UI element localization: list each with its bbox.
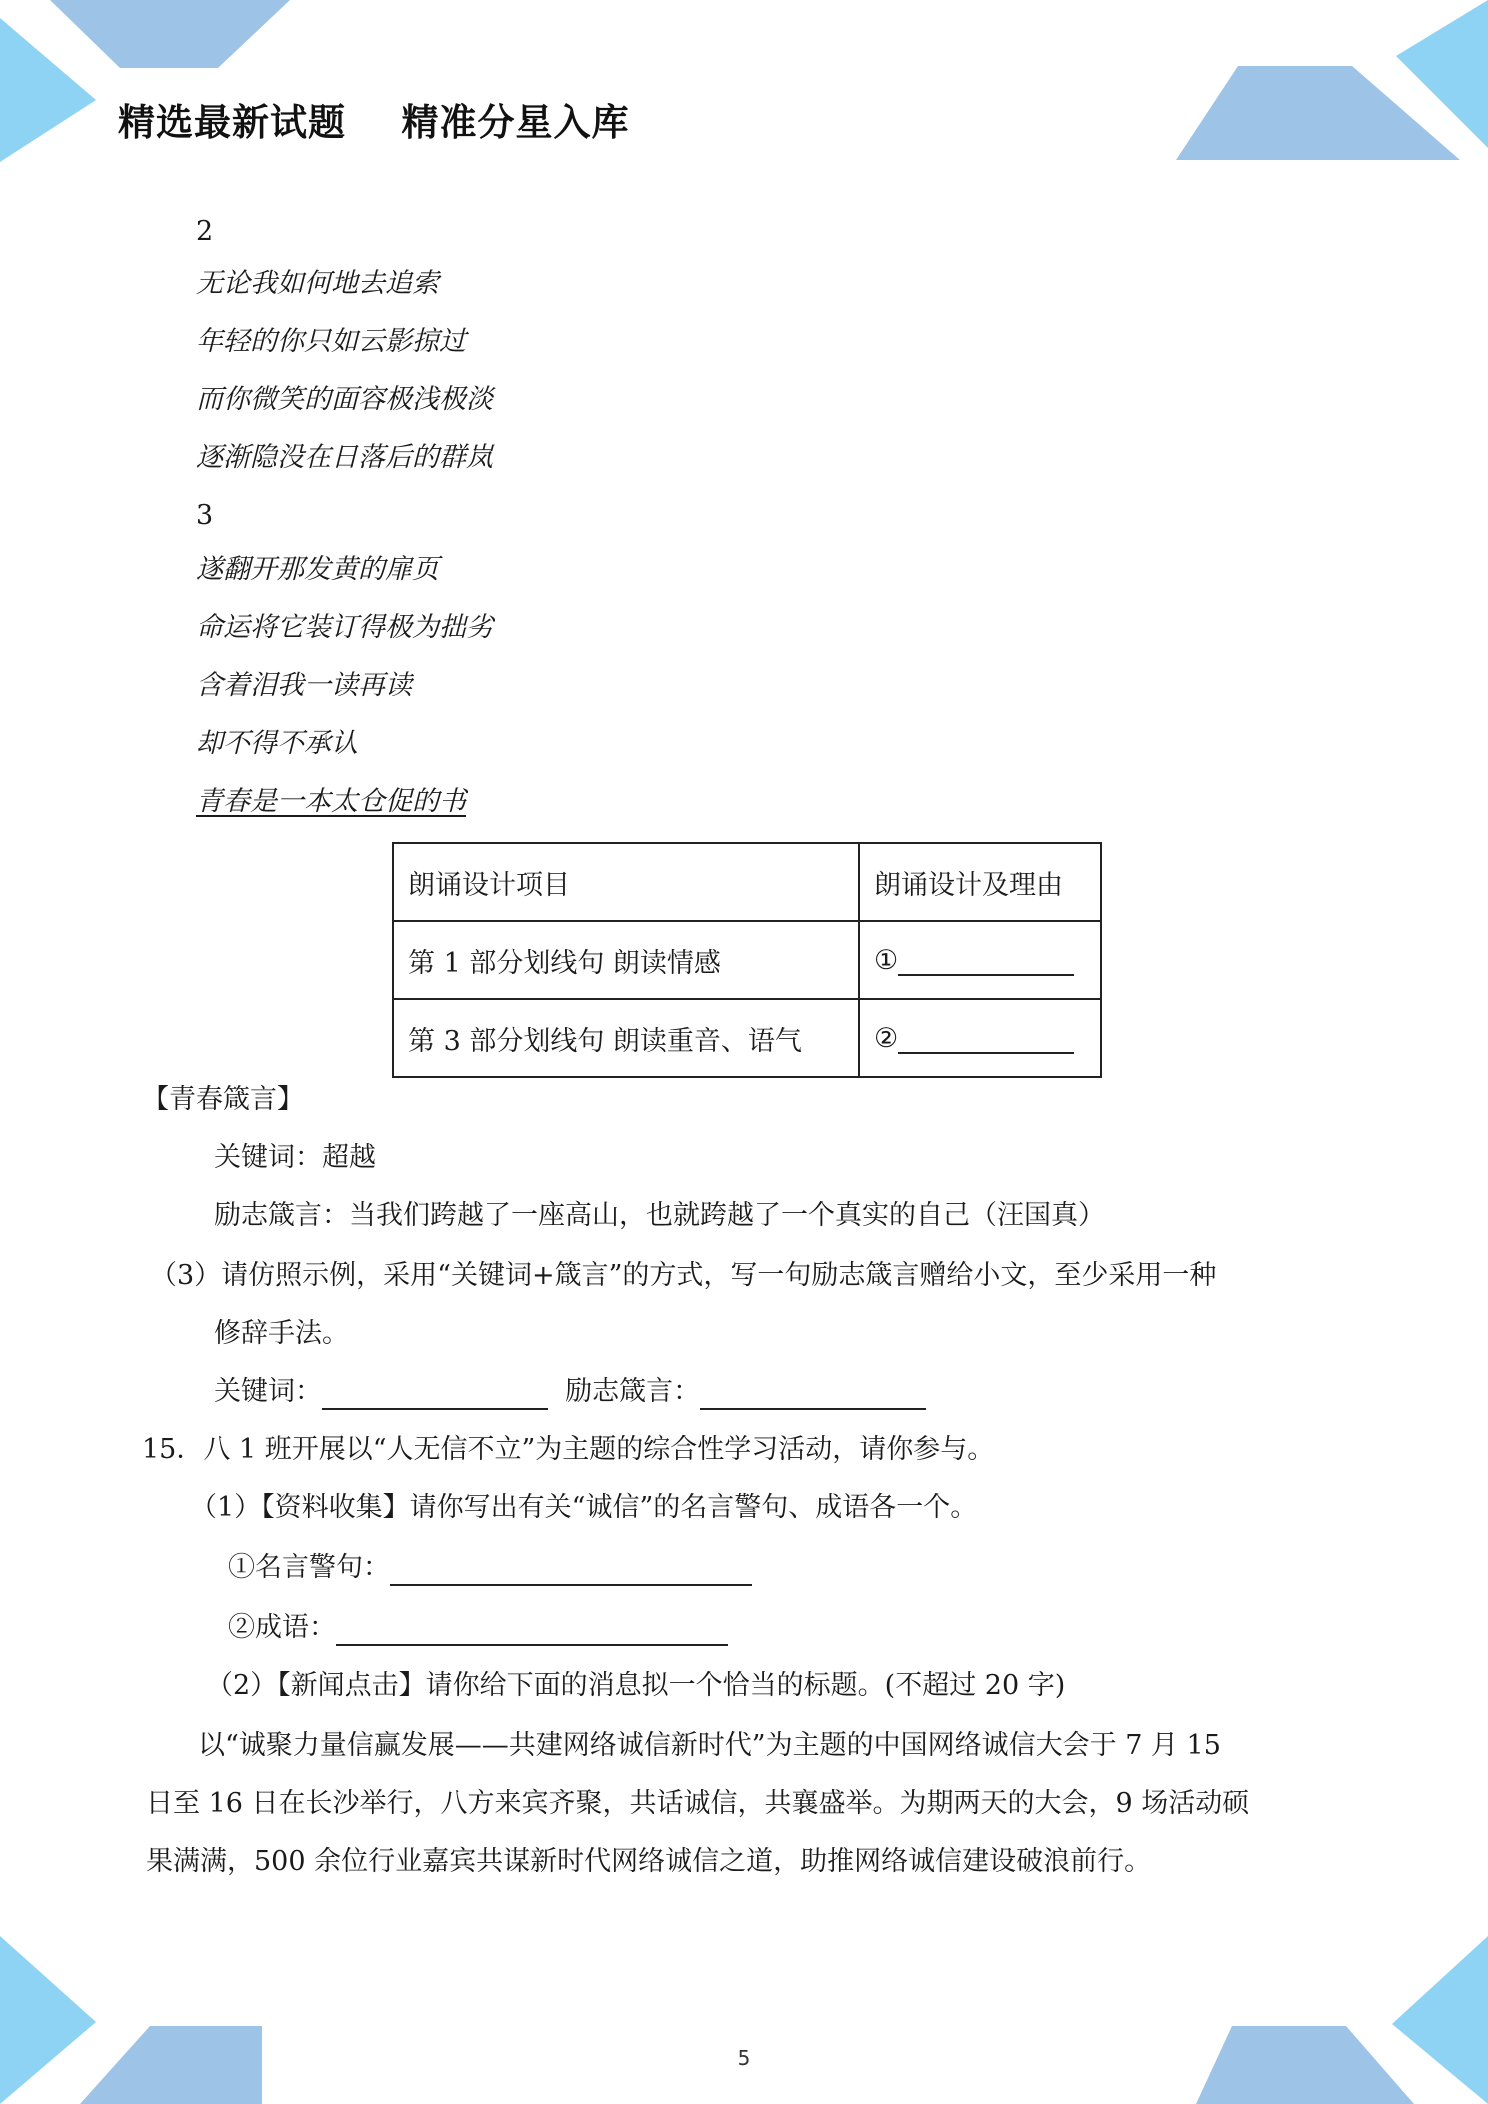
top-right-trapezoid [1176, 66, 1460, 160]
poem-line: 年轻的你只如云影掠过 [196, 326, 466, 357]
section-number: 3 [196, 500, 214, 531]
motto-heading: 【青春箴言】 [142, 1084, 304, 1115]
answer-marker: ② [874, 1023, 899, 1054]
table-cell-item: 第 1 部分划线句 朗读情感 [393, 921, 859, 999]
question-15-part-2: （2）【新闻点击】请你给下面的消息拟一个恰当的标题。(不超过 20 字) [206, 1670, 1066, 1701]
quote-blank[interactable] [390, 1554, 752, 1586]
table-row [393, 921, 1101, 999]
question-3-text-cont: 修辞手法。 [214, 1318, 349, 1349]
bottom-right-triangle [1392, 1936, 1488, 2104]
motto-example: 励志箴言：当我们跨越了一座高山，也就跨越了一个真实的自己（汪国真） [214, 1200, 1105, 1231]
answer-blank[interactable] [898, 1022, 1074, 1054]
poem-line: 逐渐隐没在日落后的群岚 [196, 442, 493, 473]
news-line: 日至 16 日在长沙举行，八方来宾齐聚，共话诚信，共襄盛举。为期两天的大会，9 场活动硕 [146, 1788, 1250, 1819]
question-15-part-1: （1）【资料收集】请你写出有关“诚信”的名言警句、成语各一个。 [190, 1492, 978, 1523]
poem-line: 无论我如何地去追索 [196, 268, 439, 299]
table-header-cell: 朗诵设计及理由 [859, 843, 1101, 921]
table-header-cell: 朗诵设计项目 [393, 843, 859, 921]
question-15-1b [228, 1610, 728, 1646]
answer-blank[interactable] [898, 944, 1074, 976]
table-row [393, 999, 1101, 1077]
motto-blank[interactable] [700, 1378, 926, 1410]
question-15-1a [228, 1550, 752, 1586]
poem-line: 而你微笑的面容极浅极淡 [196, 384, 493, 415]
motto-label: 励志箴言： [565, 1376, 701, 1407]
keyword-blank[interactable] [322, 1378, 548, 1410]
table-cell-answer[interactable] [859, 921, 1101, 999]
question-3-text: （3）请仿照示例，采用“关键词+箴言”的方式，写一句励志箴言赠给小文，至少采用一种 [150, 1260, 1217, 1291]
question-3-answer-line [214, 1374, 926, 1410]
recitation-table [392, 842, 1102, 1078]
question-15-intro: 15．八 1 班开展以“人无信不立”为主题的综合性学习活动，请你参与。 [142, 1434, 995, 1465]
motto-keyword: 关键词：超越 [214, 1142, 376, 1173]
top-left-triangle [0, 18, 96, 162]
top-left-trapezoid [50, 0, 290, 68]
section-number: 2 [196, 216, 214, 247]
bottom-left-triangle [0, 1936, 96, 2104]
keyword-label: 关键词： [214, 1376, 322, 1407]
table-cell-answer[interactable] [859, 999, 1101, 1077]
quote-label: ①名言警句： [228, 1552, 390, 1583]
idiom-blank[interactable] [336, 1614, 728, 1646]
poem-line: 命运将它装订得极为拙劣 [196, 612, 493, 643]
poem-line: 遂翻开那发黄的扉页 [196, 554, 439, 585]
news-line: 以“诚聚力量信赢发展——共建网络诚信新时代”为主题的中国网络诚信大会于 7 月 15 [198, 1730, 1221, 1761]
page-number: 5 [737, 2046, 751, 2070]
table-cell-item: 第 3 部分划线句 朗读重音、语气 [393, 999, 859, 1077]
poem-line: 含着泪我一读再读 [196, 670, 412, 701]
idiom-label: ②成语： [228, 1612, 336, 1643]
table-header-row [393, 843, 1101, 921]
poem-line: 却不得不承认 [196, 728, 358, 759]
answer-marker: ① [874, 945, 899, 976]
poem-underlined-line: 青春是一本太仓促的书 [196, 786, 466, 817]
header-title: 精选最新试题 精准分星入库 [118, 101, 630, 144]
news-line: 果满满，500 余位行业嘉宾共谋新时代网络诚信之道，助推网络诚信建设破浪前行。 [146, 1846, 1152, 1877]
